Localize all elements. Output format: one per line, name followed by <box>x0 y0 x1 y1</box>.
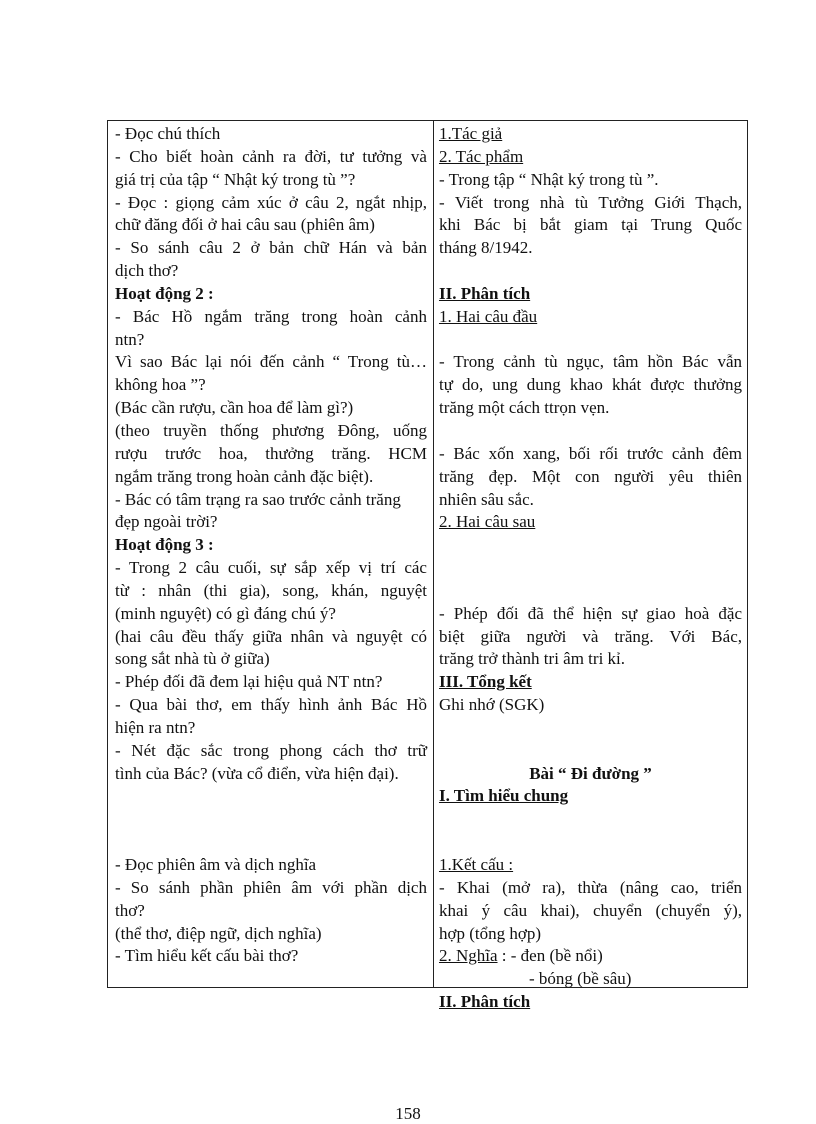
activity-heading: Hoạt động 2 : <box>115 283 214 303</box>
text-line: - Trong 2 câu cuối, sự sắp xếp vị trí các <box>115 558 427 578</box>
spacer <box>439 557 742 580</box>
text-line: khi Bác bị bắt giam tại Trung Quốc <box>438 215 742 235</box>
activity-heading: Hoạt động 3 : <box>115 535 214 555</box>
text-line: - Bác xốn xang, bối rối trước cảnh đêm <box>438 443 742 463</box>
section-heading: III. Tổng kết <box>438 672 532 692</box>
text-line: - Đọc phiên âm và dịch nghĩa <box>115 855 317 874</box>
spacer <box>115 785 427 808</box>
text-line: nhiên sâu sắc. <box>438 489 534 509</box>
text-line: - So sánh câu 2 ở bản chữ Hán và bản <box>115 238 427 258</box>
text-line: từ : nhân (thi gia), song, khán, nguyệt <box>115 580 427 600</box>
activities-column <box>108 121 434 987</box>
text-line: dịch thơ? <box>115 261 179 281</box>
text-line: ntn? <box>115 329 145 349</box>
text-line: - Nét đặc sắc trong phong cách thơ trữ <box>115 740 427 760</box>
text-line: - Trong tập “ Nhật ký trong tù ”. <box>438 169 659 189</box>
spacer <box>115 831 427 854</box>
content-column <box>434 121 747 1012</box>
section-heading: II. Phân tích <box>438 992 531 1012</box>
text-line: - Phép đối đã thể hiện sự giao hoà đặc <box>438 603 742 623</box>
text-line: (thể thơ, điệp ngữ, dịch nghĩa) <box>115 923 322 943</box>
text-line: đẹp ngoài trời? <box>115 512 218 532</box>
meaning-literal: : - đen (bề nổi) <box>497 946 603 966</box>
text-line: - Bác Hồ ngắm trăng trong hoàn cảnh <box>115 306 427 326</box>
text-line: trăng trở thành tri âm tri kỉ. <box>438 649 626 669</box>
text-line: - Qua bài thơ, em thấy hình ảnh Bác Hồ <box>115 695 427 715</box>
text-line: - Viết trong nhà tù Tưởng Giới Thạch, <box>438 192 742 212</box>
spacer <box>439 717 742 740</box>
text-line: - So sánh phần phiên âm với phần dịch <box>115 877 427 897</box>
meaning-line <box>439 945 742 968</box>
text-line: (hai câu đều thấy giữa nhân và nguyệt có <box>115 626 427 646</box>
text-line: (Bác cần rượu, cần hoa để làm gì?) <box>115 398 354 418</box>
section-heading: I. Tìm hiểu chung <box>438 786 569 806</box>
spacer <box>439 260 742 283</box>
text-line: hiện ra ntn? <box>115 717 196 737</box>
section-heading: 2. Tác phẩm <box>438 146 524 166</box>
text-line: chữ đăng đối ở hai câu sau (phiên âm) <box>115 215 375 235</box>
section-heading: 1. Hai câu đầu <box>438 306 538 326</box>
section-heading: 1.Tác giả <box>438 124 503 143</box>
text-line: tình của Bác? (vừa cổ điển, vừa hiện đại). <box>115 763 399 783</box>
text-line: song sắt nhà tù ở giữa) <box>115 649 270 669</box>
text-line: ngắm trăng trong hoàn cảnh đặc biệt). <box>115 466 374 486</box>
text-line: Ghi nhớ (SGK) <box>438 695 545 715</box>
text-line: - Trong cảnh tù ngục, tâm hồn Bác vẫn <box>438 352 742 372</box>
spacer <box>439 534 742 557</box>
text-line: khai ý câu khai), chuyển (chuyển ý), <box>438 900 742 920</box>
text-line: không hoa ”? <box>115 375 206 395</box>
text-line: tháng 8/1942. <box>438 238 533 258</box>
text-line: Vì sao Bác lại nói đến cảnh “ Trong tù… <box>115 352 427 372</box>
text-line: thơ? <box>115 900 145 920</box>
text-line: (theo truyền thống phương Đông, uống <box>115 420 427 440</box>
text-line: - Đọc : giọng cảm xúc ở câu 2, ngắt nhịp, <box>115 192 427 212</box>
section-heading: 2. Hai câu sau <box>438 512 536 532</box>
spacer <box>439 831 742 854</box>
text-line: (minh nguyệt) có gì đáng chú ý? <box>115 603 336 623</box>
text-line: - Khai (mở ra), thừa (nâng cao, triển <box>438 877 742 897</box>
text-line: - Đọc chú thích <box>115 124 221 143</box>
text-line: trăng đẹp. Một con người yêu thiên <box>438 466 742 486</box>
text-line: - bóng (bề sâu) <box>528 969 632 989</box>
text-line: - Cho biết hoàn cảnh ra đời, tư tưởng và <box>115 146 427 166</box>
text-line: - Bác có tâm trạng ra sao trước cảnh trăng <box>115 489 401 509</box>
text-line: biệt giữa người và trăng. Với Bác, <box>438 626 742 646</box>
lesson-table <box>107 120 748 1012</box>
text-line: hợp (tổng hợp) <box>438 923 542 943</box>
section-heading: 1.Kết cấu : <box>438 855 514 874</box>
page-number: 158 <box>395 1104 421 1123</box>
spacer <box>439 329 742 352</box>
spacer <box>439 580 742 603</box>
meaning-label: 2. Nghĩa <box>438 946 498 966</box>
section-heading: II. Phân tích <box>438 283 531 303</box>
text-line: giá trị của tập “ Nhật ký trong tù ”? <box>115 169 356 189</box>
text-line: - Phép đối đã đem lại hiệu quả NT ntn? <box>115 672 383 692</box>
spacer <box>115 808 427 831</box>
text-line: - Tìm hiểu kết cấu bài thơ? <box>115 946 299 966</box>
text-line: rượu trước hoa, thưởng trăng. HCM <box>115 443 427 463</box>
text-line: trăng một cách ttrọn vẹn. <box>438 398 610 418</box>
spacer <box>439 740 742 763</box>
spacer <box>439 420 742 443</box>
text-line: tự do, ung dung khao khát được thưởng <box>438 375 742 395</box>
poem-title: Bài “ Đi đường ” <box>529 763 652 783</box>
spacer <box>439 808 742 831</box>
